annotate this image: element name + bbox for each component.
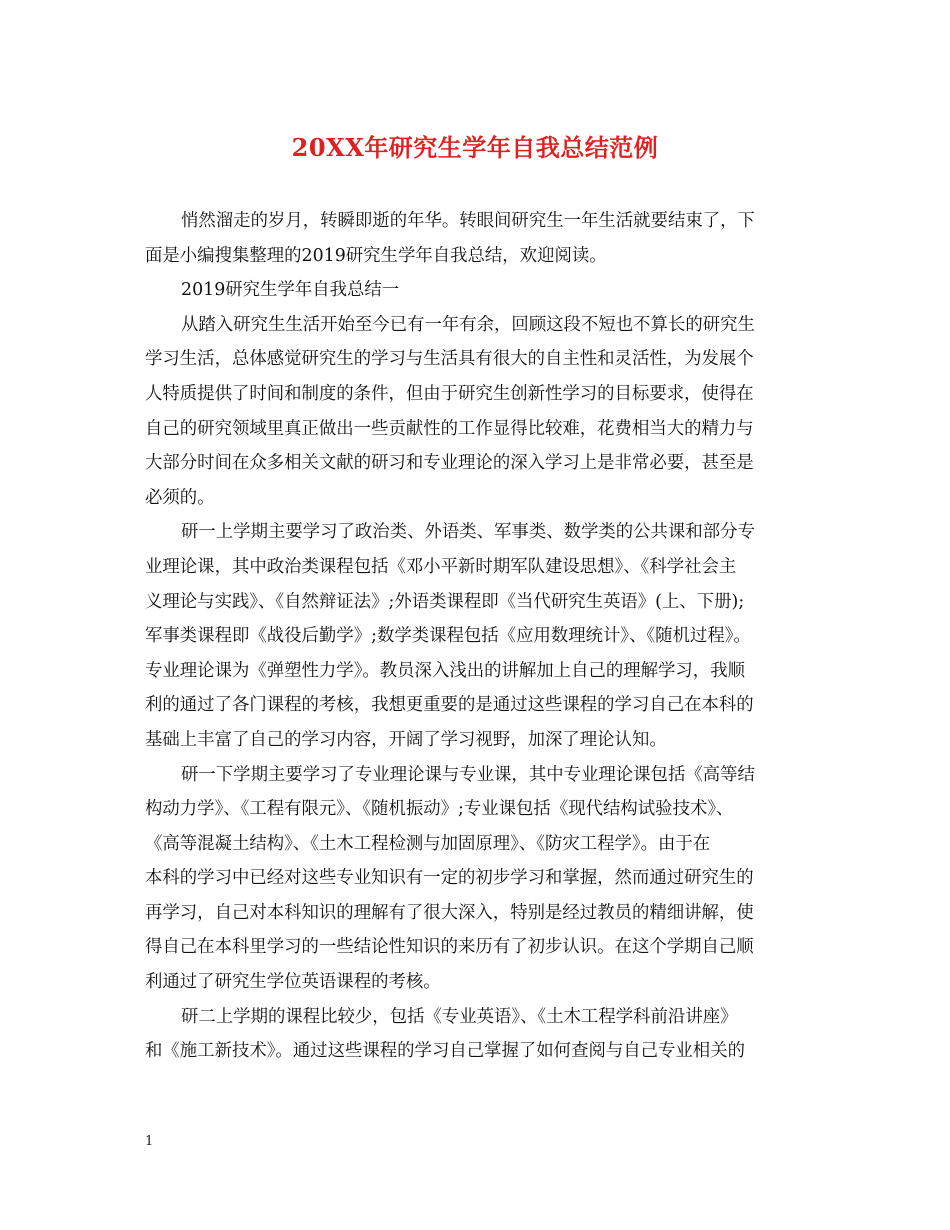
text-line: 构动力学》、《工程有限元》、《随机振动》;专业课包括《现代结构试验技术》、: [145, 799, 734, 820]
text-line: 研二上学期的课程比较少，包括《专业英语》、《土木工程学科前沿讲座》: [181, 1006, 738, 1027]
text-line: 悄然溜走的岁月，转瞬即逝的年华。转眼间研究生一年生活就要结束了，下: [181, 211, 755, 231]
text-line: 再学习，自己对本科知识的理解有了很大深入，特别是经过教员的精细讲解，使: [145, 902, 754, 923]
text-line: 利通过了研究生学位英语课程的考核。: [145, 972, 441, 993]
document-body: [145, 204, 805, 1069]
text-line: 利的通过了各门课程的考核，我想更重要的是通过这些课程的学习自己在本科的: [145, 695, 754, 716]
text-line: 面是小编搜集整理的2019研究生学年自我总结，欢迎阅读。: [145, 245, 607, 266]
text-line: 和《施工新技术》。通过这些课程的学习自己掌握了如何查阅与自己专业相关的: [145, 1041, 745, 1062]
text-line: 义理论与实践》、《自然辩证法》;外语类课程即《当代研究生英语》(上、下册);: [145, 591, 745, 612]
text-line: 自己的研究领域里真正做出一些贡献性的工作显得比较难，花费相当大的精力与: [145, 418, 754, 439]
text-line: 学习生活，总体感觉研究生的学习与生活具有很大的自主性和灵活性，为发展个: [145, 349, 754, 370]
page-number: 1: [145, 1134, 154, 1149]
document-title: 20XX年研究生学年自我总结范例: [291, 133, 659, 162]
section-heading: 2019研究生学年自我总结一: [181, 280, 400, 301]
text-line: 业理论课，其中政治类课程包括《邓小平新时期军队建设思想》、《科学社会主: [145, 556, 737, 577]
text-line: 必须的。: [145, 487, 215, 508]
text-line: 本科的学习中已经对这些专业知识有一定的初步学习和掌握，然而通过研究生的: [145, 868, 754, 889]
text-line: 研一上学期主要学习了政治类、外语类、军事类、数学类的公共课和部分专: [181, 522, 755, 543]
text-line: 从踏入研究生生活开始至今已有一年有余，回顾这段不短也不算长的研究生: [181, 314, 755, 335]
text-line: 大部分时间在众多相关文献的研习和专业理论的深入学习上是非常必要，甚至是: [145, 453, 754, 474]
text-line: 《高等混凝土结构》、《土木工程检测与加固原理》、《防灾工程学》。由于在: [145, 833, 711, 854]
text-line: 人特质提供了时间和制度的条件，但由于研究生创新性学习的目标要求，使得在: [145, 383, 754, 404]
text-line: 研一下学期主要学习了专业理论课与专业课，其中专业理论课包括《高等结: [181, 764, 755, 785]
text-line: 军事类课程即《战役后勤学》;数学类课程包括《应用数理统计》、《随机过程》。: [145, 626, 751, 647]
text-line: 基础上丰富了自己的学习内容，开阔了学习视野，加深了理论认知。: [145, 729, 667, 750]
text-line: 专业理论课为《弹塑性力学》。教员深入浅出的讲解加上自己的理解学习，我顺: [145, 660, 745, 681]
text-line: 得自己在本科里学习的一些结论性知识的来历有了初步认识。在这个学期自己顺: [145, 937, 754, 958]
